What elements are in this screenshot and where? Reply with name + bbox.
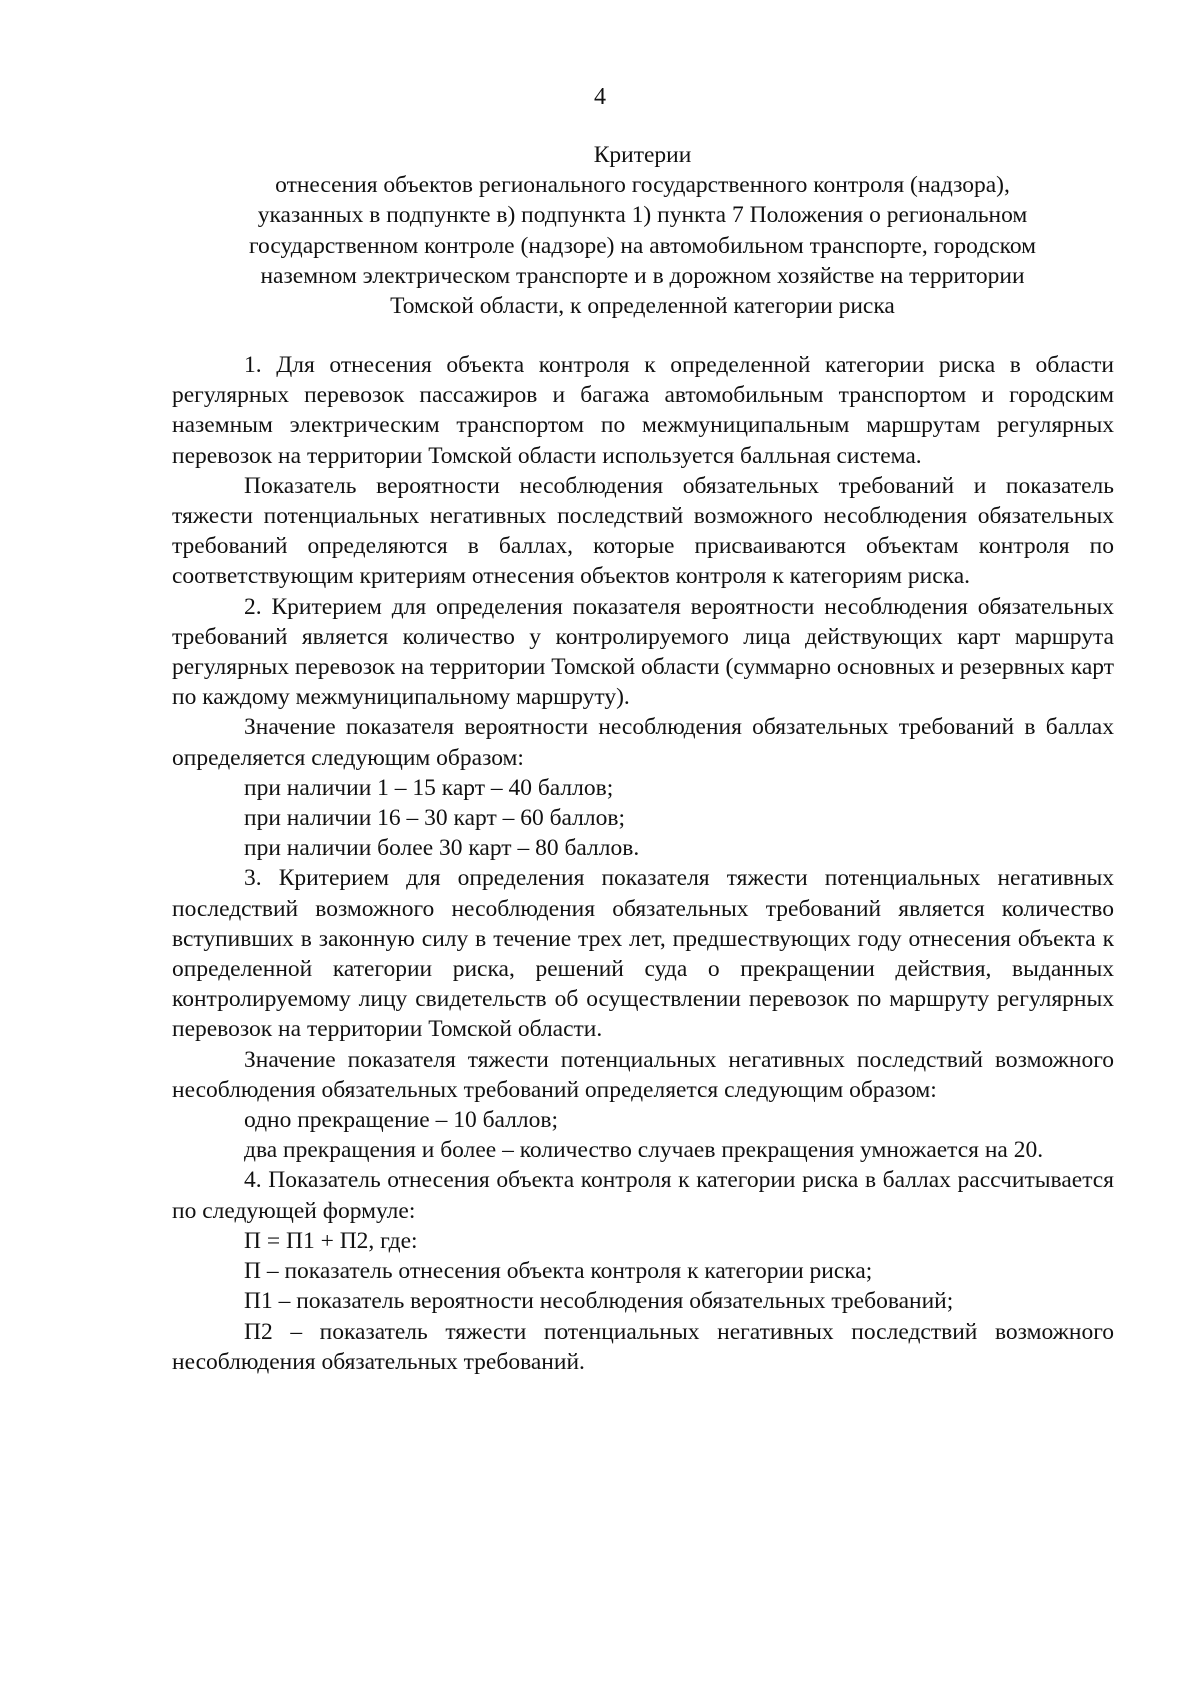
paragraph-6: Значение показателя тяжести потенциальных негативных последствий возможного несоблюдения обязательных требований определяется следующим образом:	[172, 1046, 1114, 1103]
heading-subtitle-line: государственном контроле (надзоре) на автомобильном транспорте, городском	[248, 232, 1037, 259]
list-item: одно прекращение – 10 баллов;	[244, 1107, 558, 1134]
list-item: два прекращения и более – количество случаев прекращения умножается на 20.	[244, 1137, 1044, 1164]
paragraph-4: Значение показателя вероятности несоблюдения обязательных требований в баллах определяется следующим образом:	[172, 714, 1114, 771]
heading-subtitle-line: Томской области, к определенной категории риска	[390, 293, 895, 320]
formula: П = П1 + П2, где:	[244, 1227, 418, 1254]
formula-definition: П1 – показатель вероятности несоблюдения обязательных требований;	[244, 1288, 954, 1315]
formula-definition: П2 – показатель тяжести потенциальных негативных последствий возможного несоблюдения обязательных требований.	[172, 1318, 1114, 1375]
paragraph-3: 2. Критерием для определения показателя вероятности несоблюдения обязательных требований является количество у контролируемого лица действующих карт маршрута регулярных перевозок на территории Томской области (суммарно основных и резервных карт по каждому межмуниципальному маршруту).	[172, 593, 1114, 711]
document-body	[172, 350, 1114, 1377]
heading-title: Критерии	[593, 142, 692, 168]
list-item: при наличии 1 – 15 карт – 40 баллов;	[244, 774, 614, 801]
list-item: при наличии 16 – 30 карт – 60 баллов;	[244, 805, 626, 832]
page-number: 4	[594, 84, 606, 110]
document-heading	[170, 140, 1115, 321]
paragraph-2: Показатель вероятности несоблюдения обязательных требований и показатель тяжести потенциальных негативных последствий возможного несоблюдения обязательных требований определяются в баллах, которые присваиваются объектам контроля по соответствующим критериям отнесения объектов контроля к категориям риска.	[172, 472, 1114, 590]
heading-subtitle-line: указанных в подпункте в) подпункта 1) пункта 7 Положения о региональном	[257, 202, 1028, 229]
paragraph-7: 4. Показатель отнесения объекта контроля к категории риска в баллах рассчитывается по следующей формуле:	[172, 1167, 1114, 1224]
heading-subtitle-line: наземном электрическом транспорте и в дорожном хозяйстве на территории	[260, 262, 1025, 289]
paragraph-1: 1. Для отнесения объекта контроля к определенной категории риска в области регулярных перевозок пассажиров и багажа автомобильным транспортом и городским наземным электрическим транспортом по межмуниципальным маршрутам регулярных перевозок на территории Томской области используется балльная система.	[172, 352, 1114, 469]
formula-definition: П – показатель отнесения объекта контроля к категории риска;	[244, 1258, 873, 1285]
list-item: при наличии более 30 карт – 80 баллов.	[244, 835, 640, 862]
heading-subtitle-line: отнесения объектов регионального государственного контроля (надзора),	[275, 172, 1010, 199]
paragraph-5: 3. Критерием для определения показателя тяжести потенциальных негативных последствий возможного несоблюдения обязательных требований является количество вступивших в законную силу в течение трех лет, предшествующих году отнесения объекта к определенной категории риска, решений суда о прекращении действия, выданных контролируемому лицу свидетельств об осуществлении перевозок по маршруту регулярных перевозок на территории Томской области.	[172, 865, 1114, 1043]
